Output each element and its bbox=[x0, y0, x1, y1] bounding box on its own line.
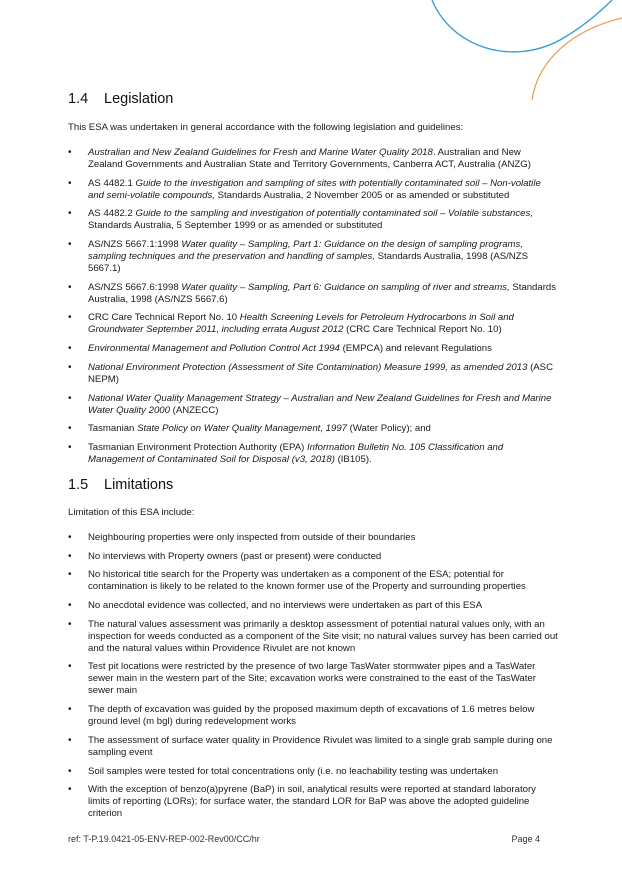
list-item bbox=[68, 362, 558, 386]
italic-title: Australian and New Zealand Guidelines for Fresh and Marine Water Quality 2018 bbox=[88, 147, 433, 158]
list-item bbox=[68, 239, 558, 275]
list-item bbox=[68, 393, 558, 417]
list-item: • No anecdotal evidence was collected, and no interviews were undertaken as part of this ESA bbox=[68, 600, 558, 612]
limitations-list bbox=[68, 532, 558, 827]
italic-title: Guide to the sampling and investigation of potentially contaminated soil – Volatile substances, bbox=[135, 208, 533, 220]
list-item bbox=[68, 312, 558, 336]
text-run: (ASC NEPM) bbox=[88, 361, 554, 385]
legislation-intro: This ESA was undertaken in general accordance with the following legislation and guidelines: bbox=[68, 122, 464, 133]
section-heading-limitations bbox=[68, 477, 173, 493]
italic-title: National Environment Protection (Assessment of Site Contamination) Measure 1999, as amended 2013 bbox=[88, 361, 528, 373]
list-item bbox=[68, 208, 558, 232]
blue-arc bbox=[432, 0, 612, 52]
list-item: • With the exception of benzo(a)pyrene (BaP) in soil, analytical results were reported at standard laboratory limits of reporting (LORs); for surface water, the standard LOR for BaP was above the adopted guideline criterion bbox=[68, 784, 558, 820]
text-run: Tasmanian Environment Protection Authority (EPA) bbox=[88, 441, 307, 453]
list-item: • No interviews with Property owners (past or present) were conducted bbox=[68, 551, 558, 563]
text-run: Standards Australia, 2 November 2005 or as amended or substituted bbox=[214, 189, 510, 201]
list-item: • No historical title search for the Property was undertaken as a component of the ESA; potential for contamination is likely to be related to the known former use of the Property and surrounding properties bbox=[68, 569, 558, 593]
text-run: (Water Policy); and bbox=[347, 423, 431, 435]
italic-title: State Policy on Water Quality Management, 1997 bbox=[137, 423, 347, 435]
text-run: Standards Australia, 5 September 1999 or as amended or substituted bbox=[88, 220, 383, 232]
text-run: AS 4482.2 bbox=[88, 208, 136, 220]
list-item bbox=[68, 282, 558, 306]
text-run: AS 4482.1 bbox=[88, 177, 136, 189]
list-item bbox=[68, 147, 558, 171]
list-item: • The assessment of surface water quality in Providence Rivulet was limited to a single grab sample during one sampling event bbox=[68, 735, 558, 759]
text-run: Standards Australia, 1998 (AS/NZS 5667.1) bbox=[88, 251, 528, 275]
list-item: • The depth of excavation was guided by the proposed maximum depth of excavations of 1.6 metres below ground level (m bgl) during redevelopment works bbox=[68, 704, 558, 728]
section-title: Limitations bbox=[104, 477, 174, 493]
list-item bbox=[68, 343, 558, 355]
text-run: (EMPCA) and relevant Regulations bbox=[339, 343, 492, 355]
italic-title: Water quality – Sampling, Part 6: Guidance on sampling of river and streams, bbox=[181, 281, 510, 293]
list-item: • The natural values assessment was primarily a desktop assessment of potential natural values only, with an inspection for weeds conducted as a component of the Site visit; no natural values survey has been carried out and the natural values within Providence Rivulet are not known bbox=[68, 619, 558, 655]
section-title: Legislation bbox=[104, 91, 174, 107]
list-item: • Test pit locations were restricted by the presence of two large TasWater stormwater pipes and a TasWater sewer main in the western part of the Site; excavation works were constrained to the east of the TasWater sewer main bbox=[68, 661, 558, 697]
text-run: AS/NZS 5667.6:1998 bbox=[88, 281, 182, 293]
italic-title: Water quality – Sampling, Part 1: Guidance on the design of sampling programs, sampling techniques and the preservation and handling of samples, bbox=[88, 239, 523, 263]
list-item bbox=[68, 423, 558, 435]
text-run: (ANZECC) bbox=[169, 404, 219, 416]
list-item: • Neighbouring properties were only inspected from outside of their boundaries bbox=[68, 532, 558, 544]
limitations-intro: Limitation of this ESA include: bbox=[68, 507, 195, 518]
text-run: CRC Care Technical Report No. 10 bbox=[88, 312, 240, 324]
page-number: Page 4 bbox=[511, 834, 540, 844]
legislation-list bbox=[68, 147, 558, 473]
italic-title: Health Screening Levels for Petroleum Hydrocarbons in Soil and Groundwater September 2011, including errata August 2012 bbox=[88, 312, 514, 336]
text-run: AS/NZS 5667.1:1998 bbox=[88, 239, 182, 251]
footer-reference: ref: T-P.19.0421-05-ENV-REP-002-Rev00/CC/hr bbox=[68, 834, 260, 844]
orange-arc bbox=[532, 18, 622, 100]
text-run: (IB105). bbox=[334, 453, 372, 465]
list-item bbox=[68, 178, 558, 202]
section-heading-legislation bbox=[68, 91, 173, 107]
section-number: 1.4 bbox=[68, 91, 89, 107]
italic-title: Guide to the investigation and sampling of sites with potentially contaminated soil – Non-volatile and semi-volatile compounds, bbox=[88, 177, 541, 201]
italic-title: National Water Quality Management Strategy – Australian and New Zealand Guidelines for Fresh and Marine Water Quality 2000 bbox=[88, 392, 552, 416]
italic-title: Environmental Management and Pollution Control Act 1994 bbox=[88, 343, 340, 355]
italic-title: Information Bulletin No. 105 Classification and Management of Contaminated Soil for Disposal (v3, 2018) bbox=[88, 441, 504, 465]
text-run: Standards Australia, 1998 (AS/NZS 5667.6) bbox=[88, 281, 557, 305]
text-run: . Australian and New Zealand Governments and Australian State and Territory Governments, Canberra ACT, Australia (ANZG) bbox=[88, 147, 531, 170]
list-item: • Soil samples were tested for total concentrations only (i.e. no leachability testing was undertaken bbox=[68, 766, 558, 778]
text-run: (CRC Care Technical Report No. 10) bbox=[343, 324, 502, 336]
text-run: Tasmanian bbox=[88, 423, 138, 435]
list-item bbox=[68, 442, 558, 466]
section-number: 1.5 bbox=[68, 477, 89, 493]
